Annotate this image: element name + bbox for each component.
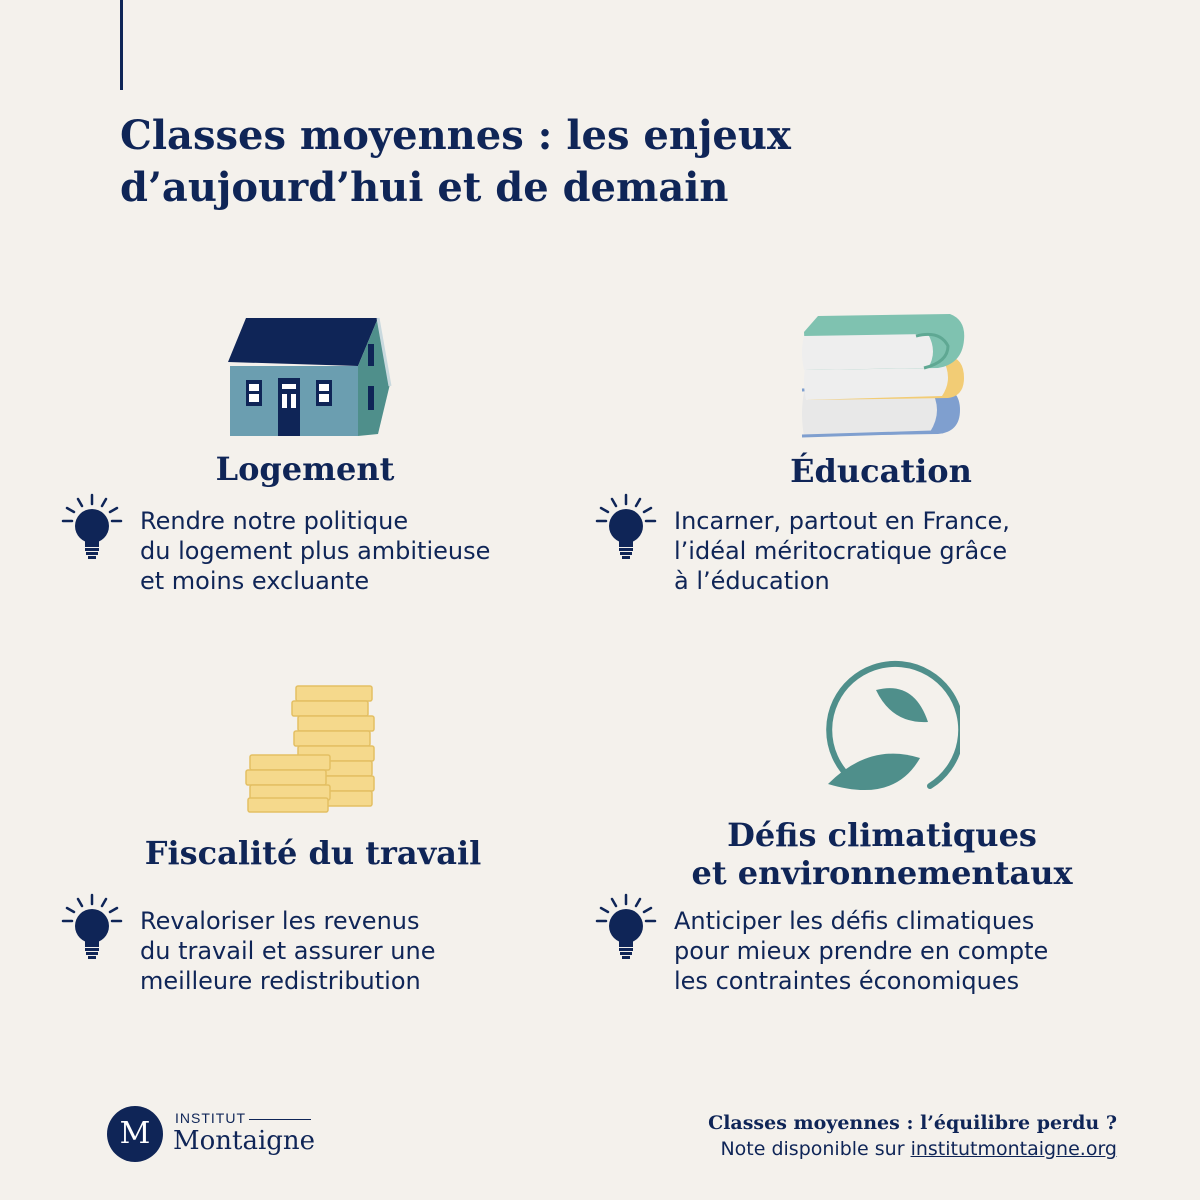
- logo-institut-label: INSTITUT: [175, 1110, 246, 1126]
- logo-rule: [249, 1119, 311, 1120]
- description-line: les contraintes économiques: [674, 967, 1020, 995]
- section-heading: [60, 450, 550, 488]
- description-line: pour mieux prendre en compte: [674, 937, 1049, 965]
- page-title: [120, 110, 1020, 214]
- description-line: du logement plus ambitieuse: [140, 537, 491, 565]
- title-line-2: d’aujourd’hui et de demain: [120, 164, 729, 211]
- section-heading: [624, 452, 1138, 490]
- heading-line: et environnementaux: [691, 854, 1073, 892]
- section-description: [674, 906, 1114, 996]
- section-heading: [60, 834, 566, 872]
- description-line: du travail et assurer une: [140, 937, 436, 965]
- heading-line: Fiscalité du travail: [144, 834, 482, 872]
- footer-note: [708, 1110, 1117, 1162]
- section-heading: [614, 816, 1150, 892]
- description-line: Revaloriser les revenus: [140, 907, 420, 935]
- lightbulb-icon: [60, 492, 124, 562]
- section-fiscalite: [60, 680, 580, 1040]
- section-logement: [60, 300, 580, 660]
- description-line: et moins excluante: [140, 567, 370, 595]
- description-line: Rendre notre politique: [140, 507, 409, 535]
- description-line: meilleure redistribution: [140, 967, 421, 995]
- heading-line: Éducation: [790, 452, 972, 490]
- heading-line: Logement: [215, 450, 395, 488]
- section-description: [140, 506, 580, 596]
- lightbulb-icon: [594, 492, 658, 562]
- leaf-circle-icon: [810, 660, 960, 808]
- section-description: [674, 506, 1114, 596]
- logo-monogram: M: [107, 1106, 163, 1162]
- website-link[interactable]: institutmontaigne.org: [910, 1138, 1117, 1160]
- note-title: Classes moyennes : l’équilibre perdu ?: [708, 1112, 1117, 1134]
- title-line-1: Classes moyennes : les enjeux: [120, 112, 791, 159]
- note-availability: [708, 1136, 1117, 1162]
- books-icon: [798, 306, 968, 440]
- logo-montaigne-label: Montaigne: [173, 1126, 316, 1156]
- section-defis-climatiques: [594, 660, 1114, 1020]
- section-description: [140, 906, 580, 996]
- institut-montaigne-logo: [107, 1106, 347, 1166]
- heading-line: Défis climatiques: [727, 816, 1037, 854]
- section-education: [594, 300, 1114, 660]
- description-line: l’idéal méritocratique grâce: [674, 537, 1008, 565]
- lightbulb-icon: [594, 892, 658, 962]
- description-line: Anticiper les défis climatiques: [674, 907, 1035, 935]
- note-prefix: Note disponible sur: [720, 1138, 911, 1160]
- accent-line: [120, 0, 123, 90]
- lightbulb-icon: [60, 892, 124, 962]
- coins-icon: [244, 684, 376, 814]
- description-line: à l’éducation: [674, 567, 830, 595]
- house-icon: [218, 314, 394, 440]
- description-line: Incarner, partout en France,: [674, 507, 1010, 535]
